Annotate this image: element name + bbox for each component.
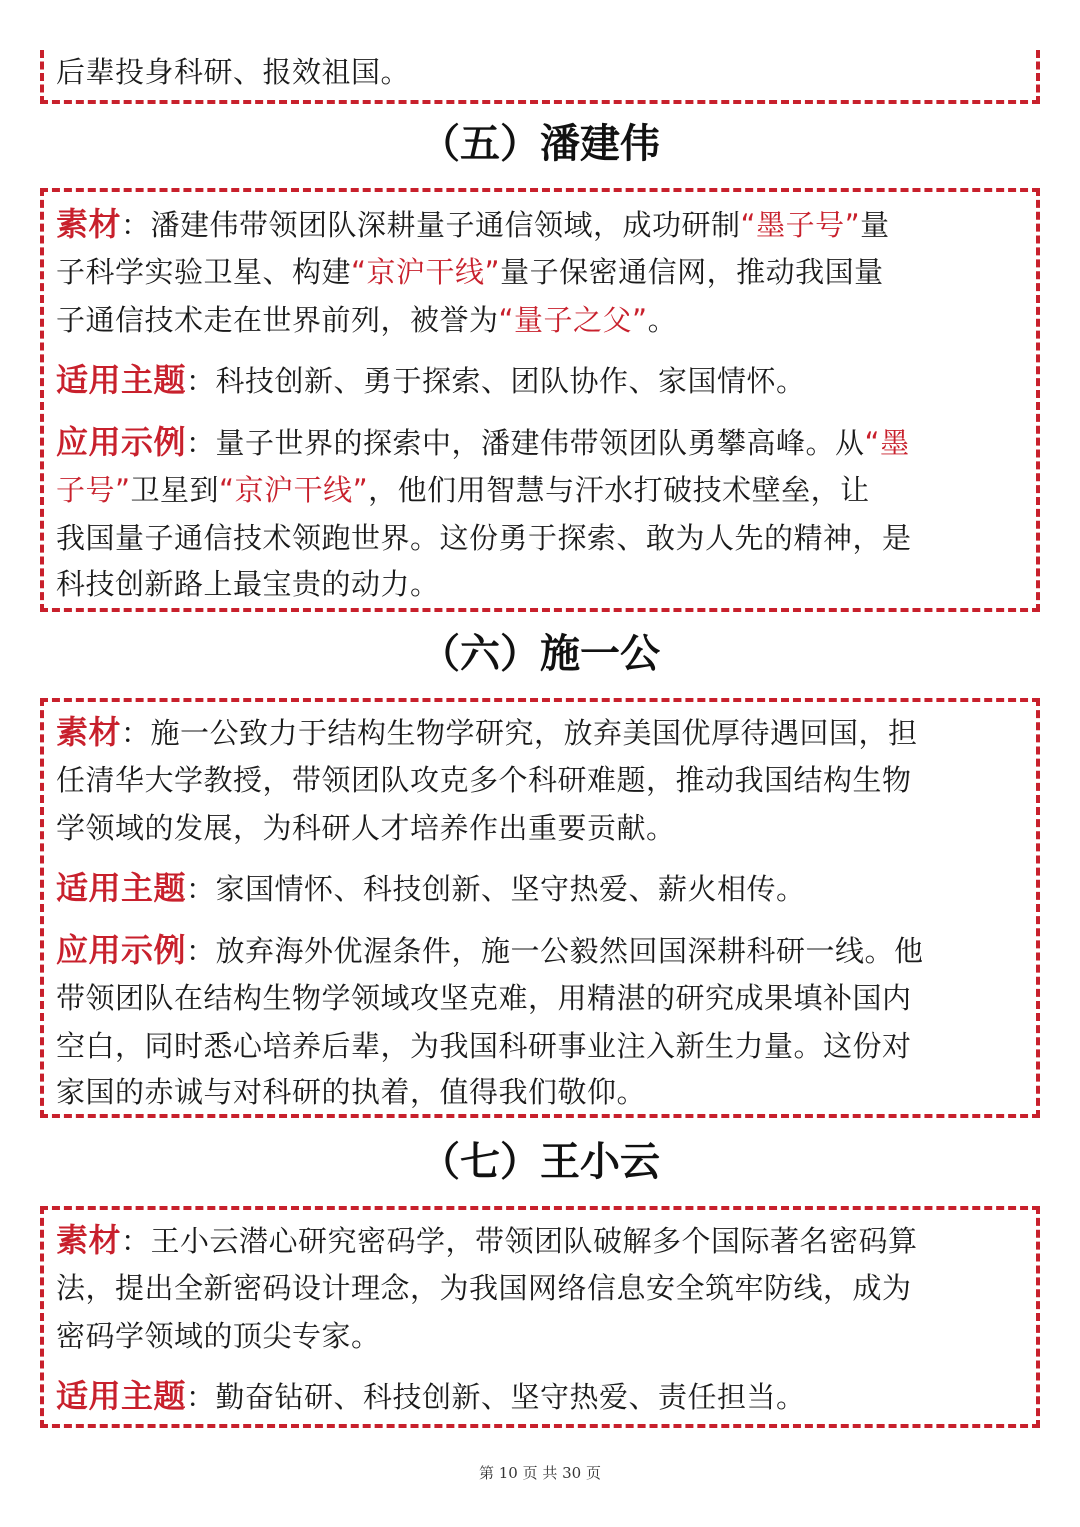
highlight-term: “量子之父” <box>498 303 648 337</box>
example-line: 我国量子通信技术领跑世界。这份勇于探索、敢为人先的精神，是 <box>56 521 912 555</box>
material-line: 素材：施一公致力于结构生物学研究，放弃美国优厚待遇回国，担 <box>56 713 918 751</box>
themes-label: 适用主题 <box>56 361 187 399</box>
themes-label: 适用主题 <box>56 869 187 907</box>
themes-line: 适用主题：勤奋钻研、科技创新、坚守热爱、责任担当。 <box>56 1377 806 1415</box>
themes-line: 适用主题：家国情怀、科技创新、坚守热爱、薪火相传。 <box>56 869 806 907</box>
section-heading-7: （七）王小云 <box>420 1139 660 1185</box>
section-box-6 <box>40 698 1040 1118</box>
example-line: 应用示例：放弃海外优渥条件，施一公毅然回国深耕科研一线。他 <box>56 931 924 969</box>
material-line: 素材：潘建伟带领团队深耕量子通信领域，成功研制“墨子号”量 <box>56 205 890 243</box>
example-line: 科技创新路上最宝贵的动力。 <box>56 567 440 601</box>
material-line: 子通信技术走在世界前列，被誉为“量子之父”。 <box>56 303 678 337</box>
section-box-5 <box>40 188 1040 612</box>
themes-label: 适用主题 <box>56 1377 187 1415</box>
section-box-7 <box>40 1206 1040 1428</box>
highlight-term: 子号” <box>56 473 131 507</box>
highlight-term: “京沪干线” <box>219 473 369 507</box>
material-line: 学领域的发展，为科研人才培养作出重要贡献。 <box>56 811 676 845</box>
material-label: 素材 <box>56 1221 122 1259</box>
themes-line: 适用主题：科技创新、勇于探索、团队协作、家国情怀。 <box>56 361 806 399</box>
material-label: 素材 <box>56 713 122 751</box>
example-line: 应用示例：量子世界的探索中，潘建伟带领团队勇攀高峰。从“墨 <box>56 423 910 461</box>
example-line: 家国的赤诚与对科研的执着，值得我们敬仰。 <box>56 1075 647 1109</box>
example-label: 应用示例 <box>56 423 187 461</box>
example-label: 应用示例 <box>56 931 187 969</box>
example-line: 子号”卫星到“京沪干线”，他们用智慧与汗水打破技术壁垒，让 <box>56 473 870 507</box>
highlight-term: “墨子号” <box>740 208 861 242</box>
section-heading-6: （六）施一公 <box>420 631 660 677</box>
material-line: 任清华大学教授，带领团队攻克多个科研难题，推动我国结构生物 <box>56 763 912 797</box>
material-line: 子科学实验卫星、构建“京沪干线”量子保密通信网，推动我国量 <box>56 255 884 289</box>
example-line: 带领团队在结构生物学领域攻坚克难，用精湛的研究成果填补国内 <box>56 981 912 1015</box>
material-line: 法，提出全新密码设计理念，为我国网络信息安全筑牢防线，成为 <box>56 1271 912 1305</box>
continued-text: 后辈投身科研、报效祖国。 <box>56 55 411 89</box>
example-line: 空白，同时悉心培养后辈，为我国科研事业注入新生力量。这份对 <box>56 1029 912 1063</box>
highlight-term: “京沪干线” <box>351 255 501 289</box>
highlight-term: “墨 <box>864 426 910 460</box>
material-label: 素材 <box>56 205 122 243</box>
material-line: 素材：王小云潜心研究密码学，带领团队破解多个国际著名密码算 <box>56 1221 918 1259</box>
section-heading-5: （五）潘建伟 <box>420 121 660 167</box>
continued-box <box>40 50 1040 104</box>
page-footer: 第 10 页 共 30 页 <box>478 1464 601 1482</box>
material-line: 密码学领域的顶尖专家。 <box>56 1319 381 1353</box>
